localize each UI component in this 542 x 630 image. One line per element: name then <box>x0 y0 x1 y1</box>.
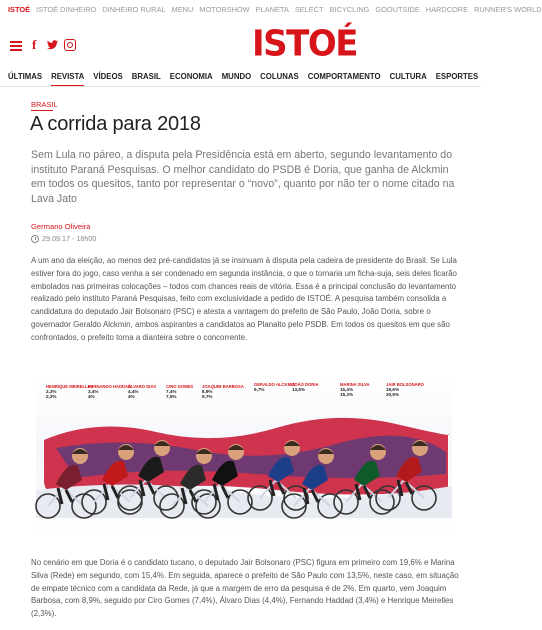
section-label[interactable]: BRASIL <box>31 100 58 109</box>
nav-item-7[interactable]: COMPORTAMENTO <box>307 71 381 81</box>
topbar-link-5[interactable]: PLANETA <box>255 4 289 14</box>
illustration-svg <box>36 378 452 538</box>
candidate-label <box>254 382 295 392</box>
candidate-pct-1: 19,6% <box>386 387 400 392</box>
topbar-link-9[interactable]: HARDCORE <box>425 4 469 14</box>
candidate-name: JOÃO DORIA <box>292 382 319 387</box>
nav-item-5[interactable]: MUNDO <box>221 71 252 81</box>
network-topbar <box>0 0 542 18</box>
nav-item-6[interactable]: COLUNAS <box>260 71 299 81</box>
topbar-link-4[interactable]: MOTORSHOW <box>199 4 250 14</box>
article-subtitle: Sem Lula no páreo, a disputa pela Presidência está em aberto, segundo levantamento do instituto Paraná Pesquisas. O melhor candidato do PSDB é Doria, que ganha de Alckmin em todos os quesitos, tanto por representar o “novo”, quanto por não ter o nome citado na Lava Jato <box>31 149 455 205</box>
candidate-pct-1: 13,5% <box>292 387 306 392</box>
topbar-link-8[interactable]: GOOUTSIDE <box>375 4 420 14</box>
candidate-name: JAIR BOLSONARO <box>386 382 424 387</box>
article-title: A corrida para 2018 <box>30 113 201 135</box>
candidate-name: JOAQUIM BARBOSA <box>202 384 244 389</box>
candidate-pct-1: 15,4% <box>340 387 354 392</box>
topbar-link-1[interactable]: ISTOÉ DINHEIRO <box>36 4 97 14</box>
nav-item-4[interactable]: ECONOMIA <box>169 71 213 81</box>
article-author[interactable]: Germano Oliveira <box>31 222 91 231</box>
candidate-pct-2: 7,5% <box>166 394 177 399</box>
candidate-label <box>88 384 131 399</box>
candidate-pct-1: 4,4% <box>128 389 139 394</box>
twitter-icon[interactable] <box>46 39 59 51</box>
topbar-link-10[interactable]: RUNNER'S WORLD <box>474 4 542 14</box>
article-paragraph-1: A um ano da eleição, ao menos dez pré-candidatos já se insinuam à disputa pela cadeira de presidente do Brasil. Se Lula estiver fora do jogo, caso venha a ser condenado em segunda instância, o que o tornaria um ficha-suja, seis deles ficarão embolados nas primeiras colocações – todos com chances reais de vitória. Essa é a principal conclusão do levantamento realizado pelo instituto Paraná Pesquisas, feito com exclusividade a pedido de ISTOÉ. A pesquisa também consolida a candidatura do deputado Jair Bolsonaro (PSC) e atesta a vantagem do prefeito de São Paulo, João Doria, sobre o governador Geraldo Alckmin, ambos aspirantes a candidatos ao Planalto pelo PSDB. Em todos os quesitos em que são confrontados, o prefeito toma a dianteira sobre o concorrente. <box>31 256 457 342</box>
candidate-pct-2: 2,2% <box>46 394 57 399</box>
candidate-pct-2: 4% <box>128 394 135 399</box>
nav-item-2[interactable]: VÍDEOS <box>93 71 123 81</box>
nav-item-3[interactable]: BRASIL <box>131 71 161 81</box>
candidate-pct-2: 4% <box>88 394 95 399</box>
candidate-pct-1: 9,7% <box>254 387 265 392</box>
cyclists-illustration <box>36 378 452 538</box>
candidate-label <box>340 382 369 397</box>
candidate-label <box>166 384 193 399</box>
candidate-name: FERNANDO HADDAD <box>88 384 132 389</box>
topbar-link-0[interactable]: ISTOÉ <box>8 4 31 14</box>
nav-item-9[interactable]: ESPORTES <box>435 71 479 81</box>
site-header <box>0 22 481 64</box>
candidate-label <box>386 382 424 397</box>
candidate-pct-1: 3,4% <box>88 389 99 394</box>
candidate-label <box>202 384 244 399</box>
topbar-link-3[interactable]: MENU <box>171 4 194 14</box>
facebook-icon[interactable]: f <box>32 37 37 52</box>
candidate-name: CIRO GOMES <box>166 384 194 389</box>
candidate-pct-1: 7,4% <box>166 389 177 394</box>
site-logo[interactable]: ISTOÉ <box>252 23 357 65</box>
section-underline <box>31 110 53 111</box>
topbar-link-2[interactable]: DINHEIRO RURAL <box>102 4 166 14</box>
menu-icon[interactable] <box>10 41 22 51</box>
article-paragraph-2: No cenário em que Doria é o candidato tucano, o deputado Jair Bolsonaro (PSC) figura em primeiro com 19,6% e Marina Silva (Rede) em segundo, com 15,4%. Em seguida, aparece o prefeito de São Paulo com 13,5%, neste caso, em situação de empate técnico com a candidata da Rede, já que a margem de erro da pesquisa é de 2%. Em quarto, vem Joaquim Barbosa, com 8,9%, seguido por Ciro Gomes (7,4%), Álvaro Dias (4,4%), Fernando Haddad (3,4%) e Henrique Meirelles (2,3%). <box>31 558 459 619</box>
main-nav <box>0 65 481 87</box>
candidate-label <box>128 384 156 399</box>
candidate-label <box>46 384 93 399</box>
candidate-pct-1: 2,3% <box>46 389 57 394</box>
candidate-name: ÁLVARO DIAS <box>128 384 157 389</box>
nav-item-1[interactable]: REVISTA <box>51 71 85 81</box>
clock-icon <box>31 235 39 243</box>
candidate-pct-2: 15,3% <box>340 392 354 397</box>
topbar-link-7[interactable]: BICYCLING <box>329 4 370 14</box>
candidate-pct-2: 20,9% <box>386 392 400 397</box>
nav-item-0[interactable]: ÚLTIMAS <box>8 71 43 81</box>
topbar-link-6[interactable]: SELECT <box>294 4 324 14</box>
candidate-name: MARINA SILVA <box>340 382 370 387</box>
nav-divider <box>0 86 481 87</box>
candidate-name: GERALDO ALCKMIN <box>254 382 296 387</box>
article-date <box>31 234 96 243</box>
candidate-label <box>292 382 319 392</box>
candidate-pct-2: 9,7% <box>202 394 213 399</box>
article-date-text: 29.09.17 - 18h00 <box>42 234 97 243</box>
candidate-pct-1: 8,9% <box>202 389 213 394</box>
instagram-icon[interactable] <box>64 39 76 51</box>
candidate-name: HENRIQUE MEIRELLES <box>46 384 94 389</box>
nav-item-8[interactable]: CULTURA <box>389 71 427 81</box>
